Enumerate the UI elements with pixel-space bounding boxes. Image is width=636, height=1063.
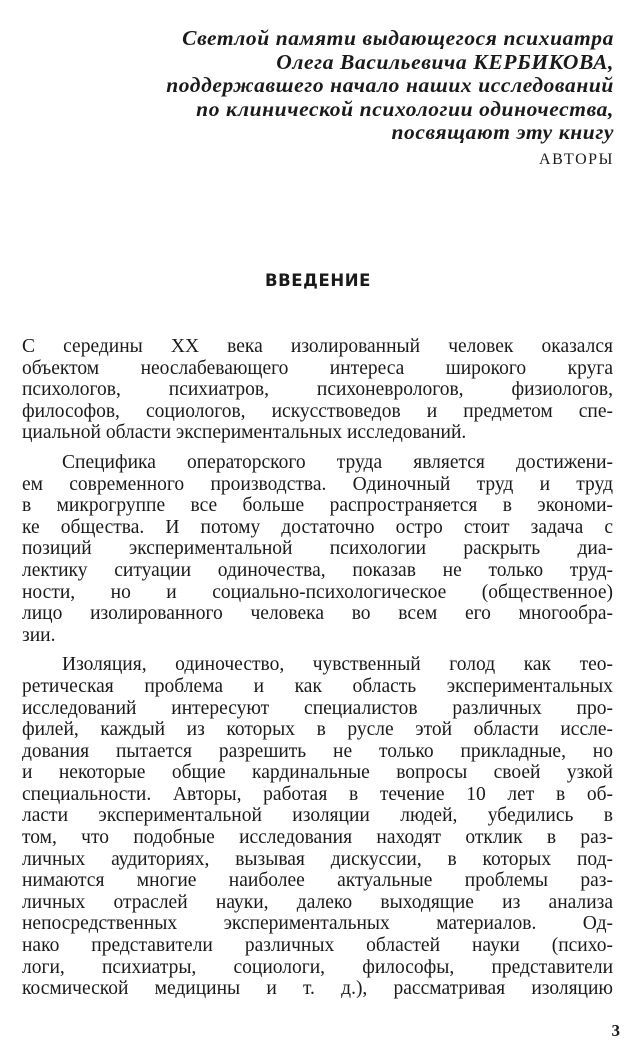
text-line: ке общества. И потому достаточно остро стоит задача с <box>22 516 613 538</box>
text-line: специальности. Авторы, работая в течение 10 лет в об- <box>22 783 613 805</box>
text-line: Специфика операторского труда является достижени- <box>62 451 613 473</box>
text-line: Изоляция, одиночество, чувственный голод как тео- <box>62 654 613 676</box>
text-line: исследований интересуют специалистов различных про- <box>22 697 613 719</box>
text-line: философов, социологов, искусствоведов и предметом спе- <box>22 400 613 422</box>
dedication-signature: АВТОРЫ <box>539 151 614 168</box>
paragraph <box>22 452 613 646</box>
text-line: непосредственных экспериментальных материалов. Од- <box>22 913 613 935</box>
text-line: С середины XX века изолированный человек оказался <box>22 336 613 357</box>
text-line: ласти экспериментальной изоляции людей, убедились в <box>22 805 613 827</box>
dedication-line: Светлой памяти выдающегося психиатра <box>182 26 614 50</box>
text-line: нимаются многие наиболее актуальные проблемы раз- <box>22 870 613 892</box>
text-line: и некоторые общие кардинальные вопросы своей узкой <box>22 762 613 784</box>
body-text <box>22 336 613 1000</box>
text-line: филей, каждый из которых в русле этой области иссле- <box>22 719 613 741</box>
page-number: 3 <box>611 1021 620 1040</box>
text-line: ем современного производства. Одиночный труд и труд <box>22 473 613 495</box>
paragraph <box>22 654 613 1000</box>
text-line: объектом неослабевающего интереса широкого круга <box>22 357 613 379</box>
text-line: космической медицины и т. д.), рассматривая изоляцию <box>22 978 613 1000</box>
dedication-line: по клинической психологии одиночества, <box>196 96 614 121</box>
text-line: том, что подобные исследования находят отклик в раз- <box>22 827 613 849</box>
text-line: личных отраслей науки, далеко выходящие из анализа <box>22 891 613 913</box>
dedication-line: Олега Васильевича КЕРБИКОВА, <box>276 49 614 74</box>
text-line: лицо изолированного человека во всем его многообра- <box>22 603 613 625</box>
section-heading: ВВЕДЕНИЕ <box>264 271 372 290</box>
text-line: логи, психиатры, социологи, философы, представители <box>22 956 613 978</box>
text-line: лектику ситуации одиночества, показав не только труд- <box>22 559 613 581</box>
dedication <box>40 27 614 145</box>
text-line: психологов, психиатров, психоневрологов, физиологов, <box>22 379 613 401</box>
text-line: циальной области экспериментальных исследований. <box>22 422 467 444</box>
text-line: ности, но и социально-психологическое (общественное) <box>22 581 613 603</box>
text-line: зии. <box>22 624 56 646</box>
dedication-line: посвящают эту книгу <box>391 120 614 144</box>
text-line: личных аудиториях, вызывая дискуссии, в которых под- <box>22 848 613 870</box>
text-line: ретическая проблема и как область экспериментальных <box>22 675 613 697</box>
text-line: нако представители различных областей науки (психо- <box>22 935 613 957</box>
paragraph <box>22 336 613 444</box>
text-line: позиций экспериментальной психологии раскрыть диа- <box>22 538 613 560</box>
dedication-line: поддержавшего начало наших исследований <box>166 73 614 97</box>
text-line: дования пытается разрешить не только прикладные, но <box>22 740 613 762</box>
text-line: в микрогруппе все больше распространяется в экономи- <box>22 495 613 517</box>
